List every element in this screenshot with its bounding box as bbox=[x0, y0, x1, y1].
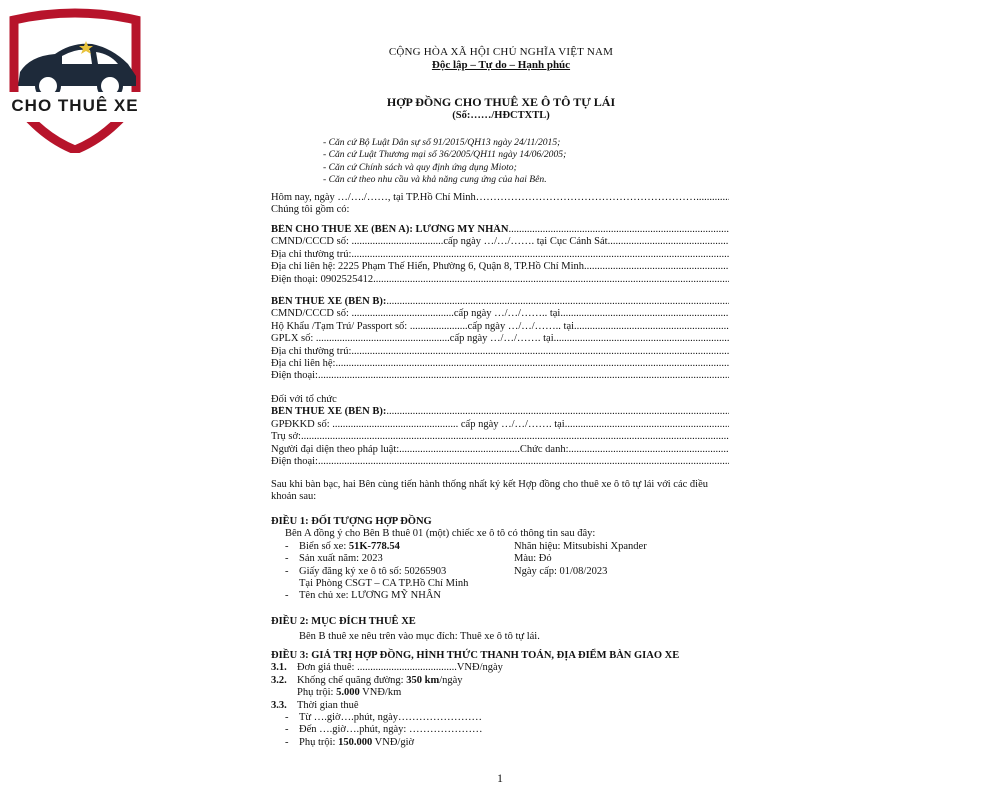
organization-phone: Điện thoại: bbox=[271, 456, 318, 468]
party-a-residence: Địa chỉ thường trú: bbox=[271, 248, 352, 260]
car-shield-logo-icon bbox=[0, 8, 150, 153]
parties-label: Chúng tôi gồm có: bbox=[271, 204, 350, 216]
period-from: Từ ….giờ….phút, ngày…………………… bbox=[299, 712, 483, 724]
article-1-intro: Bên A đồng ý cho Bên B thuê 01 (một) chiếc xe ô tô có thông tin sau đây: bbox=[285, 528, 596, 540]
party-b-heading: BÊN THUÊ XE (BÊN B): bbox=[271, 296, 387, 307]
party-a-contact: Địa chỉ liên hệ: 2225 Phạm Thế Hiển, Phường 6, Quận 8, TP.Hồ Chí Minh bbox=[271, 261, 585, 273]
registration-place: Tại Phòng CSGT – CA TP.Hồ Chí Minh bbox=[299, 578, 469, 590]
nation-header bbox=[271, 46, 731, 72]
contract-number: (Số:……/HĐCTXTL) bbox=[452, 110, 550, 121]
surcharge-km: 5.000 bbox=[336, 687, 360, 699]
intro bbox=[271, 192, 729, 217]
party-b-residence: Địa chỉ thường trú: bbox=[271, 345, 352, 357]
surcharge-hour-unit: VNĐ/giờ bbox=[372, 736, 415, 748]
page-number: 1 bbox=[497, 771, 503, 785]
contract-title-block bbox=[271, 95, 731, 123]
period-to: Đến ….giờ….phút, ngày: ………………… bbox=[299, 724, 483, 736]
item-number: 3.3. bbox=[271, 699, 287, 711]
period-row: - Phụ trội: 150.000 VNĐ/giờ bbox=[285, 736, 415, 748]
vehicle-row bbox=[271, 578, 729, 590]
legal-basis-item: - Căn cứ Chính sách và quy định ứng dụng Mioto; bbox=[323, 161, 517, 173]
party-b bbox=[271, 296, 729, 383]
article-2 bbox=[271, 612, 729, 644]
period-row: - Đến ….giờ….phút, ngày: ………………… bbox=[285, 724, 483, 736]
organization-reg: GPĐKKD số: ................................................ cấp ngày …/…/……. tại bbox=[271, 418, 565, 430]
party-b-phone: Điện thoại: bbox=[271, 370, 318, 382]
registration-number: Giấy đăng ký xe ô tô số: 50265903 bbox=[299, 565, 447, 577]
item-number: 3.2. bbox=[271, 674, 287, 686]
surcharge-km-label: Phụ trội: bbox=[297, 687, 337, 699]
item-number: 3.1. bbox=[271, 662, 287, 674]
article-2-text: Bên B thuê xe nêu trên vào mục đích: Thuê xe ô tô tự lái. bbox=[299, 631, 540, 643]
surcharge-hour-label: Phụ trội: bbox=[299, 736, 339, 748]
party-b-contact: Địa chỉ liên hệ: bbox=[271, 358, 336, 370]
party-a-id: CMND/CCCD số: ...................................cấp ngày …/…/……. tại Cục Cảnh Sát bbox=[271, 236, 608, 248]
agreement-text: Sau khi bàn bạc, hai Bên cùng tiến hành thống nhất ký kết Hợp đồng cho thuê xe ô tô tự lái với các điều khoản sau: bbox=[271, 479, 708, 503]
legal-basis-item: - Căn cứ Luật Thương mại số 36/2005/QH11 ngày 14/06/2005; bbox=[323, 149, 567, 161]
rental-period-label: Thời gian thuê bbox=[297, 699, 359, 711]
article-1 bbox=[271, 512, 729, 603]
distance-limit: 350 km bbox=[406, 674, 440, 686]
article-1-heading: ĐIỀU 1: ĐỐI TƯỢNG HỢP ĐỒNG bbox=[271, 516, 432, 527]
vehicle-owner: Tên chủ xe: LƯƠNG MỸ NHÂN bbox=[299, 590, 441, 602]
organization-office: Trụ sở: bbox=[271, 431, 301, 443]
distance-limit-unit: /ngày bbox=[439, 674, 463, 686]
article-3-heading: ĐIỀU 3: GIÁ TRỊ HỢP ĐỒNG, HÌNH THỨC THANH TOÁN, ĐỊA ĐIỂM BÀN GIAO XE bbox=[271, 650, 680, 661]
vehicle-row: - Giấy đăng ký xe ô tô số: 50265903 Ngày cấp: 01/08/2023 bbox=[285, 565, 608, 577]
plate-number: 51K-778.54 bbox=[348, 540, 400, 552]
nation-name: CỘNG HÒA XÃ HỘI CHỦ NGHĨA VIỆT NAM bbox=[388, 46, 614, 58]
surcharge-km-unit: VNĐ/km bbox=[359, 687, 402, 699]
party-b-id: CMND/CCCD số: .......................................cấp ngày …/…/…….. tại bbox=[271, 308, 561, 320]
contract-title: HỢP ĐỒNG CHO THUÊ XE Ô TÔ TỰ LÁI bbox=[386, 95, 616, 109]
surcharge-hour: 150.000 bbox=[338, 736, 373, 748]
legal-basis-item: - Căn cứ Bộ Luật Dân sự số 91/2015/QH13 ngày 24/11/2015; bbox=[323, 137, 561, 148]
legal-bases bbox=[323, 137, 566, 187]
vehicle-row: - Biển số xe: 51K-778.54 Nhãn hiệu: Mitsubishi Xpander bbox=[285, 540, 647, 552]
legal-basis-item: - Căn cứ theo nhu cầu và khả năng cung ứng của hai Bên. bbox=[323, 174, 547, 186]
vehicle-row: - Tên chủ xe: LƯƠNG MỸ NHÂN bbox=[285, 590, 441, 602]
plate-label: Biển số xe: bbox=[299, 540, 349, 552]
nation-motto: Độc lập – Tự do – Hạnh phúc bbox=[431, 59, 571, 71]
vehicle-year: Sản xuất năm: 2023 bbox=[299, 553, 383, 565]
party-b-license: GPLX số: ...................................................cấp ngày …/…/……. tại bbox=[271, 333, 554, 345]
date-line: Hôm nay, ngày …/…./……, tại TP.Hồ Chí Minh……………………………………………………… bbox=[271, 192, 697, 203]
organization-heading: BÊN THUÊ XE (BÊN B): bbox=[271, 406, 387, 418]
party-a-heading: BÊN CHO THUÊ XE (BÊN A): LƯƠNG MỸ NHÂN bbox=[271, 224, 509, 235]
party-b-household: Hộ Khẩu /Tạm Trú/ Passport số: ......................cấp ngày …/…/…….. tại bbox=[271, 320, 575, 332]
registration-date: Ngày cấp: 01/08/2023 bbox=[514, 565, 608, 577]
logo bbox=[0, 8, 150, 153]
logo-text: CHO THUÊ XE bbox=[11, 96, 139, 115]
vehicle-row: - Sản xuất năm: 2023 Màu: Đỏ bbox=[285, 553, 552, 565]
organization-party bbox=[271, 394, 729, 468]
period-row: - Từ ….giờ….phút, ngày…………………… bbox=[285, 712, 483, 724]
organization-rep: Người đại diện theo pháp luật:..............................................Chức danh: bbox=[271, 443, 569, 455]
organization-label: Đối với tổ chức bbox=[271, 394, 337, 405]
party-a bbox=[271, 224, 729, 286]
rental-price: Đơn giá thuê: ......................................VNĐ/ngày bbox=[297, 662, 503, 674]
distance-limit-label: Khống chế quãng đường: bbox=[297, 674, 407, 686]
vehicle-brand: Nhãn hiệu: Mitsubishi Xpander bbox=[514, 540, 647, 552]
party-a-phone: Điện thoại: 0902525412 bbox=[271, 273, 374, 285]
vehicle-color: Màu: Đỏ bbox=[514, 553, 552, 565]
article-3 bbox=[271, 646, 729, 749]
article-2-heading: ĐIỀU 2: MỤC ĐÍCH THUÊ XE bbox=[271, 616, 416, 627]
